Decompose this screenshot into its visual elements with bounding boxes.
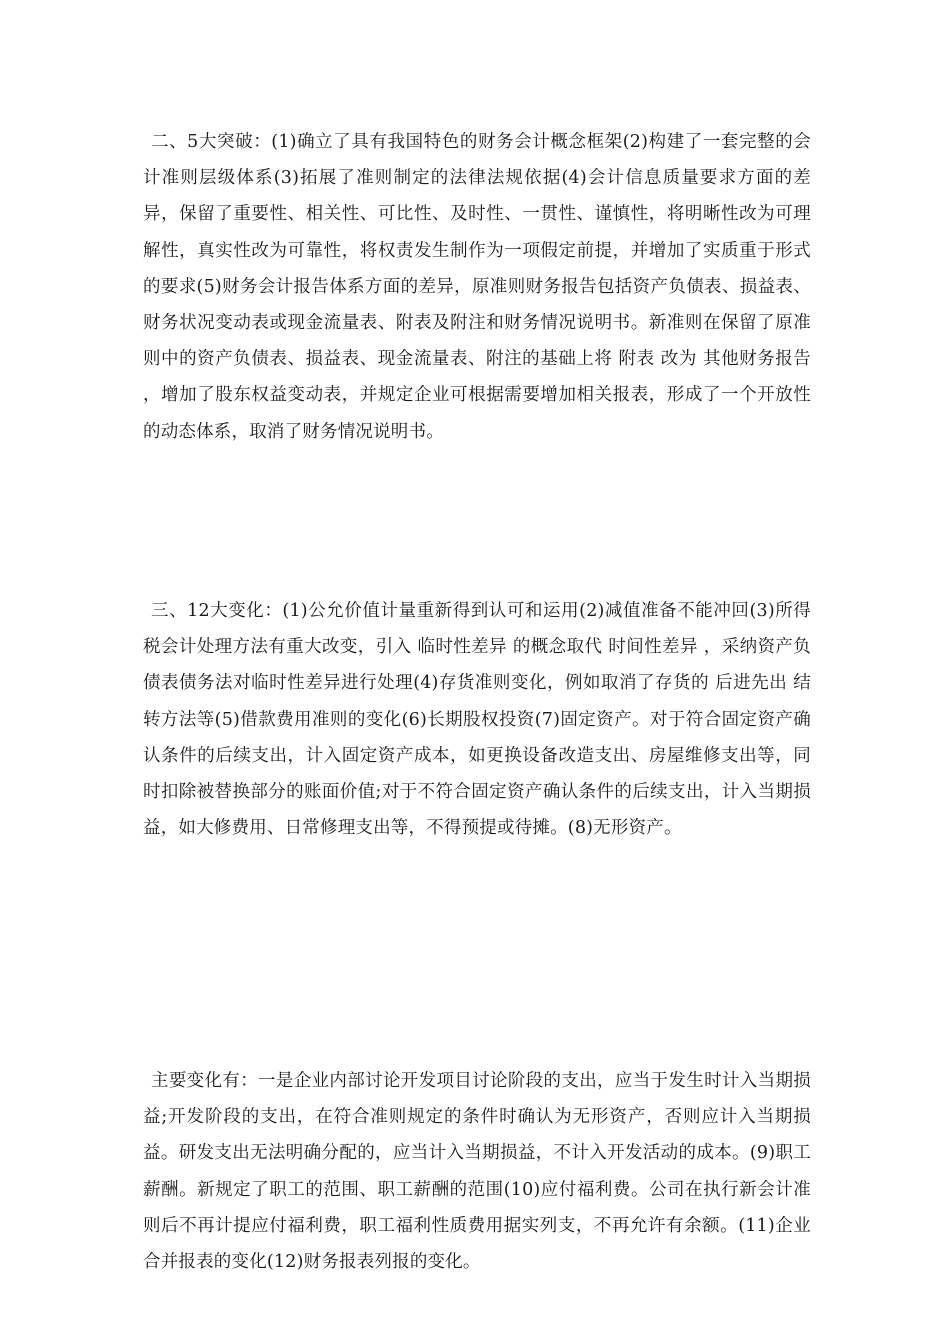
paragraph-twelve-changes: 三、12大变化：(1)公允价值计量重新得到认可和运用(2)减值准备不能冲回(3)所得税会计处理方法有重大改变，引入 临时性差异 的概念取代 时间性差异 ，采纳资产负债表债务法对临时性差异进行处理(4)存货准则变化，例如取消了存货的 后进先出 结转方法等(5)借款费用准则的变化(6)长期股权投资(7)固定资产。对于符合固定资产确认条件的后续支出，计入固定资产成本，如更换设备改造支出、房屋维修支出等，同时扣除被替换部分的账面价值;对于不符合固定资产确认条件的后续支出，计入当期损益，如大修费用、日常修理支出等，不得预提或待摊。(8)无形资产。 xyxy=(143,601,811,839)
paragraph-main-changes: 主要变化有：一是企业内部讨论开发项目讨论阶段的支出，应当于发生时计入当期损益;开发阶段的支出，在符合准则规定的条件时确认为无形资产，否则应计入当期损益。研发支出无法明确分配的，应当计入当期损益，不计入开发活动的成本。(9)职工薪酬。新规定了职工的范围、职工薪酬的范围(10)应付福利费。公司在执行新会计准则后不再计提应付福利费，职工福利性质费用据实列支，不再允许有余额。(11)企业合并报表的变化(12)财务报表列报的变化。 xyxy=(143,1071,811,1273)
paragraph-five-breakthroughs: 二、5大突破：(1)确立了具有我国特色的财务会计概念框架(2)构建了一套完整的会计准则层级体系(3)拓展了准则制定的法律法规依据(4)会计信息质量要求方面的差异，保留了重要性、相关性、可比性、及时性、一贯性、谨慎性，将明晰性改为可理解性，真实性改为可靠性，将权责发生制作为一项假定前提，并增加了实质重于形式的要求(5)财务会计报告体系方面的差异，原准则财务报告包括资产负债表、损益表、财务状况变动表或现金流量表、附表及附注和财务情况说明书。新准则在保留了原准则中的资产负债表、损益表、现金流量表、附注的基础上将 附表 改为 其他财务报告 ，增加了股东权益变动表，并规定企业可根据需要增加相关报表，形成了一个开放性的动态体系，取消了财务情况说明书。 xyxy=(143,132,811,442)
